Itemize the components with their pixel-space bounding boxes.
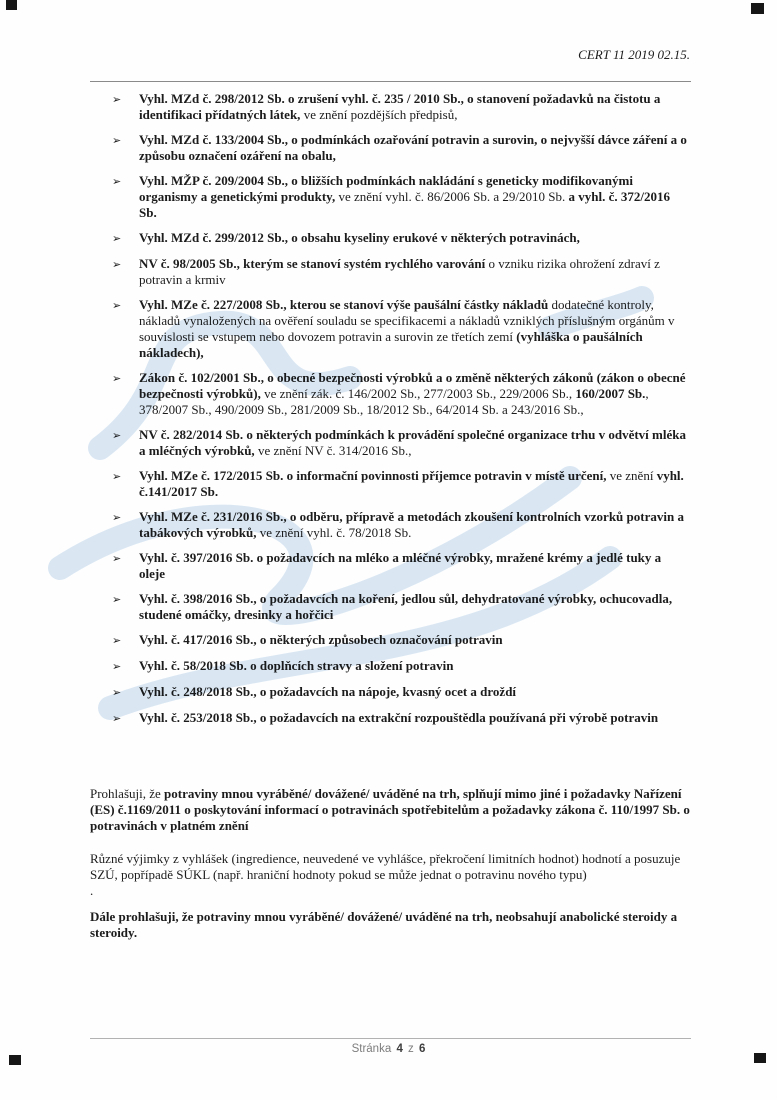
document-header	[90, 47, 690, 63]
list-item-text: Vyhl. č. 398/2016 Sb., o požadavcích na koření, jedlou sůl, dehydratované výrobky, ochucovadla, studené omáčky, dresinky a hořčici	[139, 591, 673, 622]
arrow-bullet-icon: ➢	[112, 233, 122, 245]
list-item-text: Vyhl. MZe č. 227/2008 Sb., kterou se stanoví výše paušální částky nákladů dodatečné kontroly, nákladů vynaložených na ověření souladu se specifikacemi a nákladů vzniklých příslušným orgánům v souvislosti se vstupem nebo dovozem potravin a surovin ze třetích zemí (vyhláška o paušálních nákladech),	[139, 297, 675, 360]
list-item	[112, 550, 690, 582]
list-item-text: Vyhl. MZe č. 172/2015 Sb. o informační povinnosti příjemce potravin v místě určení, ve znění vyhl. č.141/2017 Sb.	[139, 468, 684, 499]
list-item	[112, 684, 690, 701]
paragraph: .	[90, 883, 94, 898]
list-item-text: NV č. 282/2014 Sb. o některých podmínkách k provádění společné organizace trhu v odvětví mléka a mléčných výrobků, ve znění NV č. 314/2016 Sb.,	[139, 427, 686, 458]
footer-total-pages: 6	[419, 1043, 426, 1055]
arrow-bullet-icon: ➢	[112, 553, 122, 565]
list-item	[112, 658, 690, 675]
list-item	[112, 632, 690, 649]
arrow-bullet-icon: ➢	[112, 430, 122, 442]
page-footer	[0, 1043, 777, 1055]
scan-mark-top-left	[6, 0, 17, 10]
list-item-text: Vyhl. č. 248/2018 Sb., o požadavcích na nápoje, kvasný ocet a droždí	[139, 684, 517, 699]
footer-page-label: Stránka	[351, 1043, 392, 1055]
arrow-bullet-icon: ➢	[112, 512, 122, 524]
list-item	[112, 370, 690, 418]
list-item	[112, 509, 690, 541]
scan-mark-top-right	[751, 3, 764, 14]
footer-divider	[90, 1038, 691, 1039]
arrow-bullet-icon: ➢	[112, 661, 122, 673]
arrow-bullet-icon: ➢	[112, 713, 122, 725]
arrow-bullet-icon: ➢	[112, 135, 122, 147]
list-item-text: Zákon č. 102/2001 Sb., o obecné bezpečnosti výrobků a o změně některých zákonů (zákon o obecné bezpečnosti výrobků), ve znění zák. č. 146/2002 Sb., 277/2003 Sb., 229/2006 Sb., 160/2007 Sb., 378/2007 Sb., 490/2009 Sb., 281/2009 Sb., 18/2012 Sb., 64/2014 Sb. a 243/2016 Sb.,	[139, 370, 686, 417]
list-item-text: Vyhl. č. 253/2018 Sb., o požadavcích na extrakční rozpouštědla používaná při výrobě potravin	[139, 710, 659, 725]
list-item	[112, 132, 690, 164]
arrow-bullet-icon: ➢	[112, 594, 122, 606]
list-item	[112, 427, 690, 459]
list-item-text: Vyhl. MŽP č. 209/2004 Sb., o bližších podmínkách nakládání s geneticky modifikovanými organismy a genetickými produkty, ve znění vyhl. č. 86/2006 Sb. a 29/2010 Sb. a vyhl. č. 372/2016 Sb.	[139, 173, 670, 220]
list-item	[112, 230, 690, 247]
header-reference-text: CERT 11 2019 02.15.	[578, 47, 690, 62]
arrow-bullet-icon: ➢	[112, 373, 122, 385]
footer-page-number: 4	[396, 1043, 403, 1055]
paragraph: Různé výjimky z vyhlášek (ingredience, neuvedené ve vyhlášce, překročení limitních hodnot) hodnotí a posuzuje SZÚ, popřípadě SÚKL (např. hraniční hodnoty pokud se může jednat o potravinu nového typu)	[90, 851, 681, 882]
list-item	[112, 468, 690, 500]
arrow-bullet-icon: ➢	[112, 176, 122, 188]
list-item	[112, 591, 690, 623]
list-item-text: Vyhl. č. 58/2018 Sb. o doplňcích stravy a složení potravin	[139, 658, 454, 673]
header-divider	[90, 81, 691, 82]
list-item	[112, 256, 690, 288]
list-item-text: Vyhl. MZe č. 231/2016 Sb., o odběru, přípravě a metodách zkoušení kontrolních vzorků potravin a tabákových výrobků, ve znění vyhl. č. 78/2018 Sb.	[139, 509, 684, 540]
arrow-bullet-icon: ➢	[112, 259, 122, 271]
list-item-text: Vyhl. č. 397/2016 Sb. o požadavcích na mléko a mléčné výrobky, mražené krémy a jedlé tuky a oleje	[139, 550, 662, 581]
list-item	[112, 710, 690, 727]
list-item-text: Vyhl. č. 417/2016 Sb., o některých způsobech označování potravin	[139, 632, 503, 647]
scan-mark-bottom-left	[9, 1055, 21, 1065]
list-item-text: Vyhl. MZd č. 298/2012 Sb. o zrušení vyhl. č. 235 / 2010 Sb., o stanovení požadavků na čistotu a identifikaci přídatných látek, ve znění pozdějších předpisů,	[139, 91, 661, 122]
arrow-bullet-icon: ➢	[112, 471, 122, 483]
list-item-text: Vyhl. MZd č. 299/2012 Sb., o obsahu kyseliny erukové v některých potravinách,	[139, 230, 580, 245]
paragraph: Dále prohlašuji, že potraviny mnou vyráběné/ dovážené/ uváděné na trh, neobsahují anabolické steroidy a steroidy.	[90, 909, 678, 940]
list-item	[112, 91, 690, 123]
arrow-bullet-icon: ➢	[112, 94, 122, 106]
footer-of-label: z	[408, 1043, 414, 1055]
paragraph: Prohlašuji, že potraviny mnou vyráběné/ dovážené/ uváděné na trh, splňují mimo jiné i požadavky Nařízení (ES) č.1169/2011 o poskytování informací o potravinách spotřebitelům a požadavky zákona č. 110/1997 Sb. o potravinách v platném znění	[90, 786, 690, 833]
declaration-paragraphs	[90, 786, 691, 958]
arrow-bullet-icon: ➢	[112, 300, 122, 312]
list-item-text: NV č. 98/2005 Sb., kterým se stanoví systém rychlého varování o vzniku rizika ohrožení zdraví z potravin a krmiv	[139, 256, 660, 287]
arrow-bullet-icon: ➢	[112, 687, 122, 699]
list-item	[112, 297, 690, 361]
regulation-list	[112, 91, 690, 736]
list-item-text: Vyhl. MZd č. 133/2004 Sb., o podmínkách ozařování potravin a surovin, o nejvyšší dávce záření a o způsobu označení ozáření na obalu,	[139, 132, 687, 163]
list-item	[112, 173, 690, 221]
arrow-bullet-icon: ➢	[112, 635, 122, 647]
